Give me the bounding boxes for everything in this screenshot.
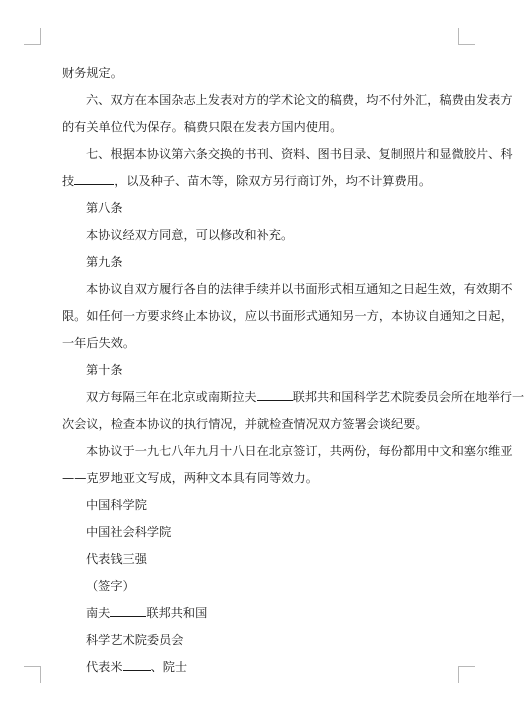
text-line: 一年后失效。 — [62, 336, 136, 350]
signatory-line — [62, 600, 440, 627]
crop-mark-top-left — [24, 28, 41, 45]
crop-mark-top-right — [458, 28, 475, 45]
clause-seven-line: 七、根据本协议第六条交换的书刊、资料、图书目录、复制照片和显微胶片、科 — [86, 147, 513, 161]
article-nine-heading: 第九条 — [86, 255, 123, 269]
text-line: 次会议，检查本协议的执行情况，并就检查情况双方签署会谈纪要。 — [62, 417, 428, 431]
text-fragment: 、院士 — [150, 660, 188, 674]
text-fragment: 技 — [62, 174, 75, 188]
text-fragment: 联邦共和国科学艺术院委员会所在地举行一 — [292, 390, 524, 404]
article-eight-heading: 第八条 — [86, 201, 123, 215]
text-fragment: 双方每隔三年在北京或南斯拉夫 — [86, 390, 257, 404]
text-line: 的有关单位代为保存。稿费只限在发表方国内使用。 — [62, 120, 343, 134]
signature-note: （签字） — [86, 579, 135, 593]
clause-six-line: 六、双方在本国杂志上发表对方的学术论文的稿费，均不付外汇，稿费由发表方 — [86, 93, 513, 107]
signatory-line — [62, 654, 440, 681]
text-fragment: 代表米 — [86, 660, 123, 674]
signatory-line: 代表钱三强 — [86, 552, 147, 566]
text-line: 财务规定。 — [62, 66, 123, 80]
crop-mark-bottom-left — [24, 666, 41, 683]
crop-mark-bottom-right — [458, 666, 475, 683]
article-ten-heading: 第十条 — [86, 363, 123, 377]
text-line: 限。如任何一方要求终止本协议，应以书面形式通知另一方，本协议自通知之日起， — [62, 309, 513, 323]
text-line — [62, 384, 524, 411]
document-body — [62, 60, 524, 681]
signatory-line: 中国社会科学院 — [86, 525, 172, 539]
text-line: ——克罗地亚文写成，两种文本具有同等效力。 — [62, 471, 318, 485]
signatory-line: 科学艺术院委员会 — [86, 633, 184, 647]
text-line: 本协议于一九七八年九月十八日在北京签订，共两份，每份都用中文和塞尔维亚 — [86, 444, 513, 458]
text-line: 本协议自双方履行各自的法律手续并以书面形式相互通知之日起生效，有效期不 — [86, 282, 513, 296]
text-line — [62, 168, 440, 195]
text-fragment: 南夫 — [86, 606, 111, 620]
fill-in-blank — [257, 389, 293, 401]
text-fragment: ，以及种子、苗木等，除双方另行商订外，均不计算费用。 — [114, 174, 432, 188]
fill-in-blank — [74, 173, 114, 185]
signatory-line: 中国科学院 — [86, 498, 147, 512]
text-line: 本协议经双方同意，可以修改和补充。 — [86, 228, 294, 242]
fill-in-blank — [110, 605, 146, 617]
fill-in-blank — [123, 659, 151, 671]
text-fragment: 联邦共和国 — [146, 606, 208, 620]
